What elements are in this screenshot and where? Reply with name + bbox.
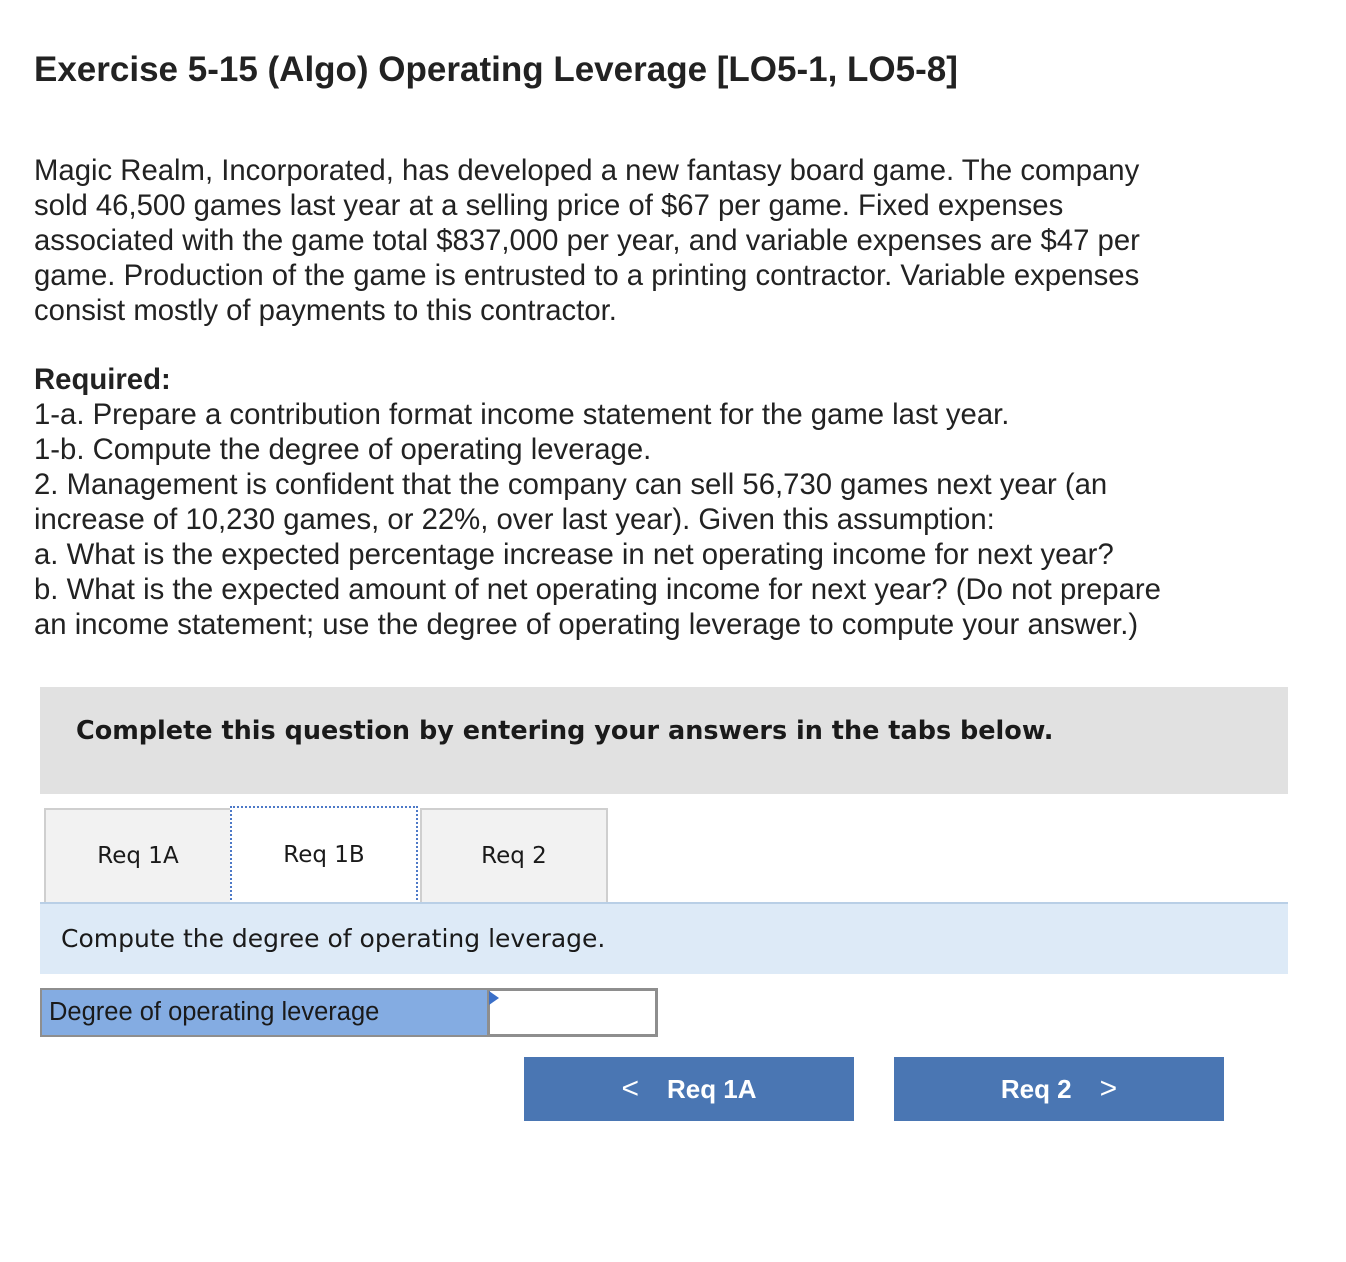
required-line: an income statement; use the degree of operating leverage to compute your answer.): [34, 608, 1139, 641]
chevron-right-icon: >: [1099, 1072, 1118, 1105]
prev-req-1a-button[interactable]: [524, 1057, 854, 1121]
degree-of-operating-leverage-input[interactable]: [487, 988, 658, 1037]
prev-button-label: Req 1A: [666, 1073, 757, 1104]
input-marker-icon: [489, 991, 499, 1005]
intro-line: consist mostly of payments to this contractor.: [34, 294, 617, 327]
required-line: increase of 10,230 games, or 22%, over last year). Given this assumption:: [34, 503, 995, 536]
instruction-text: Complete this question by entering your answers in the tabs below.: [76, 716, 1054, 746]
problem-description: [34, 153, 1304, 328]
chevron-left-icon: <: [621, 1072, 639, 1105]
question-panel: [40, 904, 1288, 974]
answer-label: Degree of operating leverage: [40, 988, 487, 1037]
required-line: 2. Management is confident that the company can sell 56,730 games next year (an: [34, 468, 1108, 501]
required-heading: Required:: [34, 363, 171, 396]
required-line: b. What is the expected amount of net operating income for next year? (Do not prepare: [34, 573, 1161, 606]
exercise-title: Exercise 5-15 (Algo) Operating Leverage [LO5-1, LO5-8]: [34, 50, 958, 89]
intro-line: Magic Realm, Incorporated, has developed a new fantasy board game. The company: [34, 154, 1140, 187]
required-section: [34, 362, 1314, 642]
intro-line: associated with the game total $837,000 per year, and variable expenses are $47 per: [34, 224, 1140, 257]
required-line: 1-b. Compute the degree of operating leverage.: [34, 433, 652, 466]
answer-row: [40, 988, 658, 1037]
required-line: 1-a. Prepare a contribution format income statement for the game last year.: [34, 398, 1010, 431]
required-line: a. What is the expected percentage increase in net operating income for next year?: [34, 538, 1114, 571]
next-button-label: Req 2: [1000, 1073, 1072, 1104]
tab-req-1a[interactable]: Req 1A: [44, 808, 232, 904]
instruction-banner: [40, 687, 1288, 794]
tab-req-1b[interactable]: Req 1B: [230, 806, 418, 904]
tab-req-2[interactable]: Req 2: [420, 808, 608, 904]
intro-line: sold 46,500 games last year at a selling price of $67 per game. Fixed expenses: [34, 189, 1064, 222]
intro-line: game. Production of the game is entrusted to a printing contractor. Variable expenses: [34, 259, 1140, 292]
question-prompt: Compute the degree of operating leverage.: [61, 924, 606, 953]
next-req-2-button[interactable]: [894, 1057, 1224, 1121]
